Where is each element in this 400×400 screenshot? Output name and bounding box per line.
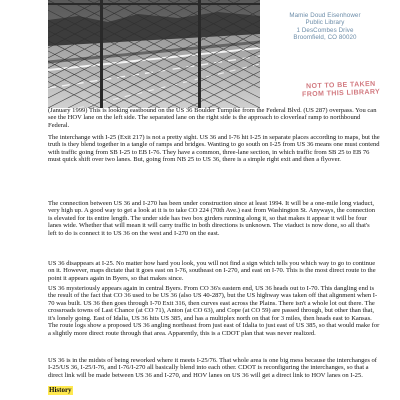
library-stamp bbox=[273, 12, 377, 42]
paragraph: The interchange with I-25 (Exit 217) is not a pretty sight. US 36 and I-76 hit I-25 in separate places according to maps, but the truth is they blend together in a tangle of ramps and bridges. Wanting to go south on I-25 from US 36 means one must contend with traffic going from SB I-25 to EB I-76. They have a common, three-lane section, in which traffic from SB 25 to EB 76 must quick shift over two lanes. But, going from NB 25 to US 36, there is a simple right exit and then a flyover. bbox=[48, 134, 380, 164]
library-stamp-line: Broomfield, CO 80020 bbox=[293, 34, 357, 42]
highway-photo-image bbox=[48, 0, 260, 108]
paragraph: US 36 mysteriously appears again in central Byers. From CO 36's eastern end, US 36 heads out to I-70. This dangling end is the result of the fact that CO 36 used to be US 36 (also US 40-287), but the US highway was taken off that alignment when I-70 was built. US 36 then goes through I-70 Exit 316, then curves east across the Plains. There isn't a whole lot out there. The crossroads towns of Last Chance (at CO 71), Anton (at CO 63), and Cope (at CO 59) are passed through, but other than that, it's lonely going. East of Idalia, US 36 hits US 385, and has a multiplex north on that for 3 miles, then heads east to Kansas. The route logs show a proposed US 36 angling northeast from just east of Idalia to just east of US 385, so that would make for a slightly more direct route through that area. Apparently, this is a CDOT plan that was never realized. bbox=[48, 285, 380, 337]
library-stamp-line: Mamie Doud Eisenhower bbox=[289, 12, 361, 19]
paragraph: The connection between US 36 and I-270 has been under construction since at least 1994. It will be a one-mile long viaduct, very high up. A good way to get a look at it is to take CO 224 (70th Ave.) east from Washington St. Anyways, the connection is elevated for its entire length. The under side has two box girders running along it, so that makes it appear it will be four lanes wide. Whether that will mean it will carry traffic in both directions is unknown. The viaduct is now done, so all that's left to do is connect it to US 36 on the west and I-270 on the east. bbox=[48, 200, 376, 237]
not-to-be-taken-stamp bbox=[296, 80, 387, 99]
highway-photo bbox=[48, 0, 260, 108]
paragraph: US 36 disappears at I-25. No matter how hard you look, you will not find a sign which tells you which way to go to continue on it. However, maps dictate that it goes east on I-76, southeast on I-270, and east on I-70. This is the most direct route to the point it appears again in Byers, so that makes since. bbox=[48, 260, 376, 282]
library-stamp-line: Public Library bbox=[305, 19, 345, 27]
red-stamp-line: NOT TO BE TAKEN bbox=[305, 80, 376, 91]
history-heading: History bbox=[49, 386, 72, 394]
photo-caption: (January 1999) This is looking eastbound on the US 36 Boulder Turnpike from the Federal Blvd. (US 287) overpass. You can see the HOV lane on the left side. The separated lane on the right side is the approach to cloverleaf ramp to northbound Federal. bbox=[48, 107, 377, 129]
library-stamp-line: 1 DesCombes Drive bbox=[296, 26, 354, 34]
red-stamp-line: FROM THIS LIBRARY bbox=[301, 88, 381, 99]
paragraph: US 36 is in the midsts of being reworked where it meets I-25/76. That whole area is one big mess because the interchanges of I-25/US 36, I-25/I-76, and I-76/I-270 all basically blend into each other. CDOT is reconfiguring the interchanges, so that a direct link will be made between US 36 and I-270, and HOV lanes on US 36 will get a direct link to HOV lanes on I-25. bbox=[48, 357, 377, 379]
